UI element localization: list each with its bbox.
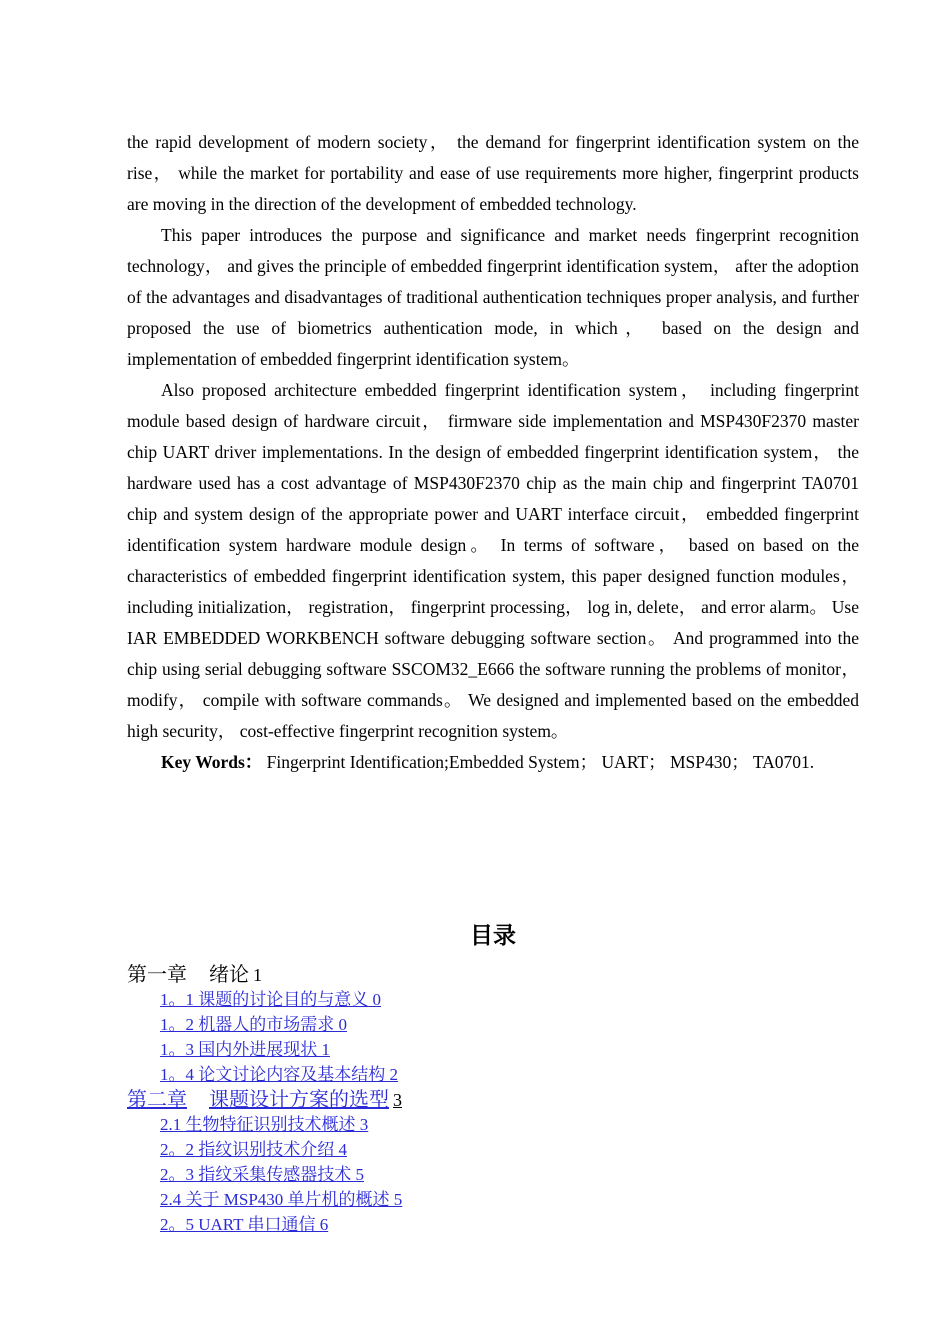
toc-link[interactable]: 2。5 UART 串口通信 6 <box>160 1215 329 1234</box>
abstract-paragraph-3: Also proposed architecture embedded fingerprint identification system， including fingerprint module based design of hardware circuit， firmware side implementation and MSP430F2370 master chip UART driver implementations. In the design of embedded fingerprint identification system， the hardware used has a cost advantage of MSP430F2370 chip as the main chip and fingerprint TA0701 chip and system design of the appropriate power and UART interface circuit， embedded fingerprint identification system hardware module design。 In terms of software， based on based on the characteristics of embedded fingerprint identification system, this paper designed function modules， including initialization， registration， fingerprint processing， log in, delete， and error alarm。 Use IAR EMBEDDED WORKBENCH software debugging software section。 And programmed into the chip using serial debugging software SSCOM32_E666 the software running the problems of monitor， modify， compile with software commands。 We designed and implemented based on the embedded high security， cost-effective fingerprint recognition system。 <box>127 380 859 741</box>
chapter-2-prefix: 第二章 <box>127 1087 187 1111</box>
toc-chapter-1[interactable] <box>127 962 859 987</box>
keywords-value: Fingerprint Identification;Embedded System； UART； MSP430； TA0701. <box>262 752 815 772</box>
table-of-contents <box>127 918 859 1237</box>
keywords-line <box>127 747 859 778</box>
toc-title: 目录 <box>470 923 516 949</box>
keywords-label: Key Words： <box>161 752 263 772</box>
toc-item-2-2[interactable] <box>127 1137 859 1162</box>
abstract-paragraph-2: This paper introduces the purpose and significance and market needs fingerprint recognition technology， and gives the principle of embedded fingerprint identification system， after the adoption of the advantages and disadvantages of traditional authentication techniques proper analysis, and further proposed the use of biometrics authentication mode, in which， based on the design and implementation of embedded fingerprint identification system。 <box>127 225 859 369</box>
toc-item-1-4[interactable] <box>127 1062 859 1087</box>
toc-link[interactable]: 2.4 关于 MSP430 单片机的概述 5 <box>160 1190 403 1209</box>
toc-item-2-3[interactable] <box>127 1162 859 1187</box>
chapter-2-page: 3 <box>393 1090 402 1110</box>
toc-link[interactable]: 1。3 国内外进展现状 1 <box>160 1040 330 1059</box>
toc-item-2-5[interactable] <box>127 1212 859 1237</box>
toc-item-1-2[interactable] <box>127 1012 859 1037</box>
abstract-section <box>127 127 859 778</box>
toc-link[interactable]: 2。3 指纹采集传感器技术 5 <box>160 1165 364 1184</box>
toc-item-1-3[interactable] <box>127 1037 859 1062</box>
toc-link[interactable]: 2.1 生物特征识别技术概述 3 <box>160 1115 369 1134</box>
toc-item-2-4[interactable] <box>127 1187 859 1212</box>
chapter-1-title: 绪论 <box>209 962 249 986</box>
toc-link[interactable]: 1。1 课题的讨论目的与意义 0 <box>160 990 381 1009</box>
chapter-2-title: 课题设计方案的选型 <box>209 1087 389 1111</box>
toc-item-2-1[interactable] <box>127 1112 859 1137</box>
chapter-2-link[interactable] <box>127 1087 389 1111</box>
chapter-1-page: 1 <box>253 965 262 985</box>
toc-chapter-2[interactable] <box>127 1087 859 1112</box>
chapter-1-prefix: 第一章 <box>127 962 187 986</box>
abstract-body <box>127 127 859 778</box>
abstract-paragraph-1: the rapid development of modern society， the demand for fingerprint identification system on the rise， while the market for portability and ease of use requirements more higher, fingerprint products are moving in the direction of the development of embedded technology. <box>127 132 859 214</box>
toc-item-1-1[interactable] <box>127 987 859 1012</box>
toc-link[interactable]: 1。2 机器人的市场需求 0 <box>160 1015 347 1034</box>
toc-link[interactable]: 2。2 指纹识别技术介绍 4 <box>160 1140 347 1159</box>
toc-link[interactable]: 1。4 论文讨论内容及基本结构 2 <box>160 1065 398 1084</box>
